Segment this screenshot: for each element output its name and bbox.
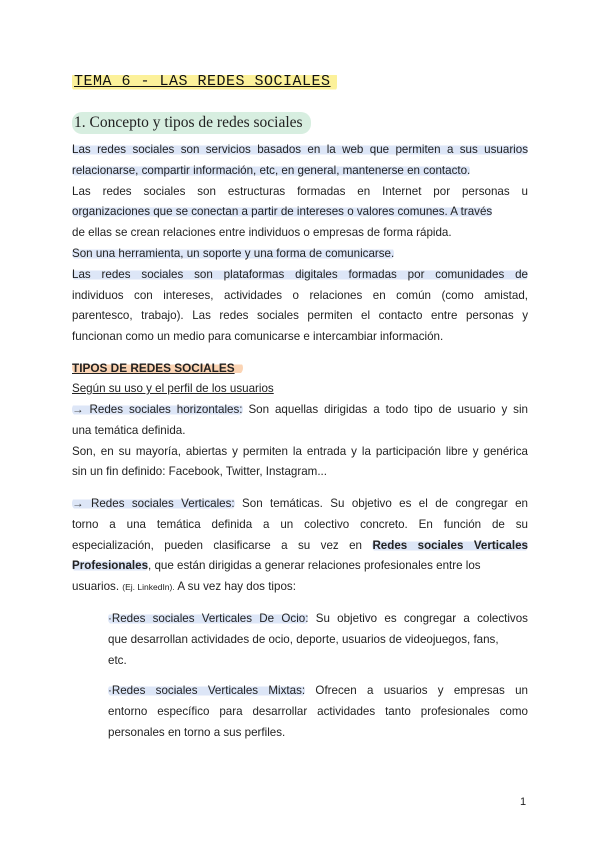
bold-term: Redes sociales Verticales xyxy=(372,538,528,552)
paragraph-line: funcionan como un medio para comunicarse e intercambiar información. xyxy=(72,330,444,344)
paragraph-line: relacionarse, compartir información, etc, en general, mantenerse en contacto. xyxy=(72,163,471,177)
text-line: etc. xyxy=(108,653,127,667)
example-note: (Ej. LinkedIn). xyxy=(122,582,175,593)
text-line: usuarios. xyxy=(72,580,120,594)
page-number: 1 xyxy=(520,796,527,808)
text-line: entorno específico para desarrollar actividades tanto profesionales como xyxy=(108,704,528,718)
paragraph-line: Las redes sociales son plataformas digitales formadas por comunidades de xyxy=(72,267,528,281)
vertical-label: → Redes sociales Verticales: xyxy=(72,497,235,510)
text-line: Su objetivo es congregar a colectivos xyxy=(315,612,528,625)
section-heading: 1. Concepto y tipos de redes sociales xyxy=(72,112,311,134)
ocio-networks xyxy=(108,609,528,671)
text-line: especialización, pueden clasificarse a su vez en xyxy=(72,538,363,552)
mixtas-label: ·Redes sociales Verticales Mixtas: xyxy=(108,684,306,697)
text-line: Ofrecen a usuarios y empresas un xyxy=(315,684,528,697)
document-title: TEMA 6 - LAS REDES SOCIALES xyxy=(72,72,337,91)
paragraph-line: de ellas se crean relaciones entre individuos o empresas de forma rápida. xyxy=(72,226,452,240)
mixtas-networks xyxy=(108,681,528,743)
text-line: , que están dirigidas a generar relaciones profesionales entre los xyxy=(148,559,481,573)
paragraph-line: parentesco, trabajo). Las redes sociales permiten el contacto entre personas y xyxy=(72,309,528,323)
text-line: personales en torno a sus perfiles. xyxy=(108,725,286,739)
text-line: Son temáticas. Su objetivo es el de congregar en xyxy=(242,497,528,510)
types-subheading: Según su uso y el perfil de los usuarios xyxy=(72,382,274,395)
paragraph-line: Son una herramienta, un soporte y una forma de comunicarse. xyxy=(72,246,395,260)
bold-term: Profesionales xyxy=(72,559,149,573)
text-line: A su vez hay dos tipos: xyxy=(177,580,296,594)
text-line: torno a una temática definida a un colectivo concreto. En función de su xyxy=(72,517,528,531)
section-body xyxy=(72,140,528,348)
text-line: una temática definida. xyxy=(72,423,186,437)
horizontal-networks xyxy=(72,400,528,483)
paragraph-line: organizaciones que se conectan a partir de intereses o valores comunes. A través xyxy=(72,205,493,219)
text-line: Son, en su mayoría, abiertas y permiten la entrada y la participación libre y genérica xyxy=(72,444,528,458)
text-line: que desarrollan actividades de ocio, deporte, usuarios de videojuegos, fans, xyxy=(108,632,499,646)
text-line: Son aquellas dirigidas a todo tipo de usuario y sin xyxy=(248,403,528,416)
paragraph-line: individuos con intereses, actividades o relaciones en común (como amistad, xyxy=(72,288,528,302)
horizontal-label: → Redes sociales horizontales: xyxy=(72,403,243,416)
types-heading: TIPOS DE REDES SOCIALES xyxy=(72,361,243,375)
text-line: sin un fin definido: Facebook, Twitter, Instagram... xyxy=(72,465,327,479)
paragraph-line: Las redes sociales son estructuras formadas en Internet por personas u xyxy=(72,184,528,198)
paragraph-line: Las redes sociales son servicios basados en la web que permiten a sus usuarios xyxy=(72,143,528,156)
vertical-networks xyxy=(72,494,528,598)
ocio-label: ·Redes sociales Verticales De Ocio: xyxy=(108,612,309,625)
